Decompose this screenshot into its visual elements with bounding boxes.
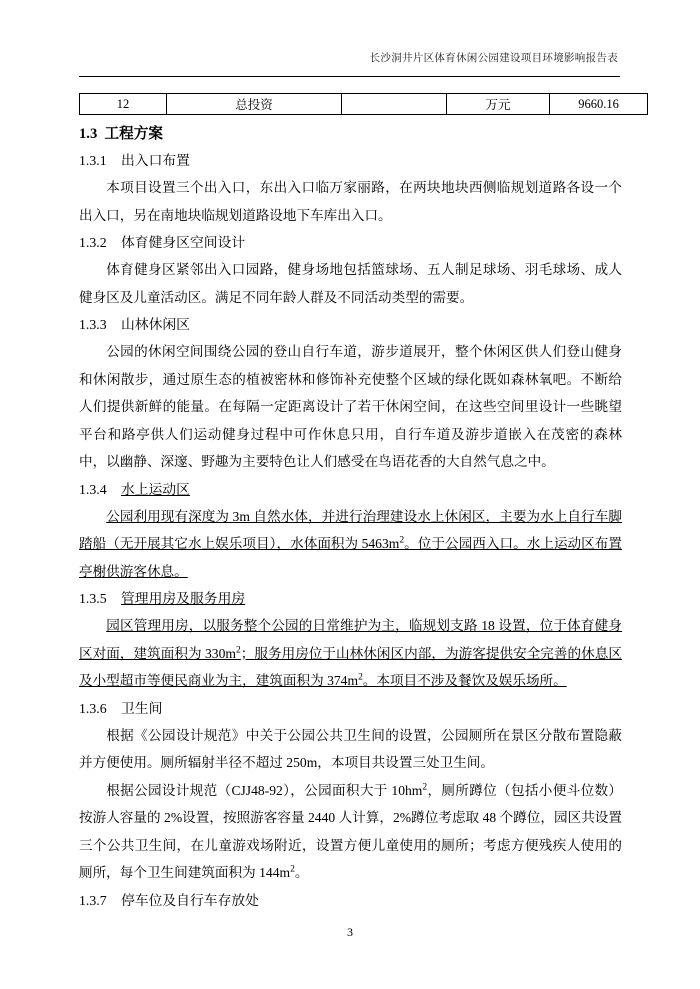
subsection-number: 1.3.2 xyxy=(79,235,107,250)
section-heading-1-3-7 xyxy=(79,887,622,914)
section-heading-1-3 xyxy=(79,121,622,147)
paragraph-1-3-6 xyxy=(79,722,622,887)
paragraph-part-a: 园区管理用房，以服务整个公园的日常维护为主，临规划支路 18 设置，位于体育健身区对面，建筑面积为 330m xyxy=(79,618,622,661)
section-heading-1-3-6 xyxy=(79,695,622,722)
investment-table xyxy=(79,93,648,115)
paragraph-text xyxy=(79,777,622,887)
subsection-title: 水上运动区 xyxy=(121,481,190,497)
section-heading-1-3-5 xyxy=(79,585,622,612)
running-header-text: 长沙洞井片区体育休闲公园建设项目环境影响报告表 xyxy=(369,53,618,64)
paragraph-part-b: 。位于公园西入口。水上运动区布置亭榭供游客休息。 xyxy=(79,536,623,579)
section-heading-1-3-4 xyxy=(79,476,622,503)
paragraph-1-3-2 xyxy=(79,256,622,311)
paragraph-part-b: ，厕所蹲位（包括小便斗位数）按游人容量的 2%设置，按照游客容量 2440 人计算，2%蹲位考虑取 48 个蹲位，园区共设置三个公共卫生间，在儿童游戏场附近，设置方便儿童使用的厕所；考虑方便残疾人使用的厕所，每个卫生间建筑面积为 144m xyxy=(79,782,622,880)
subsection-number: 1.3.1 xyxy=(79,153,107,168)
paragraph-part-a: 公园利用现有深度为 3m 自然水体，并进行治理建设水上休闲区，主要为水上自行车脚踏船（无开展其它水上娱乐项目），水体面积为 5463m xyxy=(79,508,622,551)
paragraph-text: 根据《公园设计规范》中关于公园公共卫生间的设置，公园厕所在景区分散布置隐蔽并方便使用。厕所辐射半径不超过 250m，本项目共设置三处卫生间。 xyxy=(79,727,622,770)
paragraph-text xyxy=(79,503,622,586)
section-heading-1-3-3 xyxy=(79,311,622,338)
section-number: 1.3 xyxy=(79,126,98,142)
paragraph-1-3-3 xyxy=(79,338,622,476)
superscript-unit: 2 xyxy=(422,781,428,792)
subsection-title: 卫生间 xyxy=(121,700,163,716)
table-cell-blank xyxy=(342,94,447,115)
subsection-number: 1.3.6 xyxy=(79,700,107,716)
table-row xyxy=(80,94,648,115)
paragraph-1-3-1 xyxy=(79,174,622,229)
paragraph-text xyxy=(79,612,622,695)
paragraph-text: 本项目设置三个出入口，东出入口临万家丽路，在两块地块西侧临规划道路各设一个出入口，另在南地块临规划道路设地下车库出入口。 xyxy=(79,180,622,223)
subsection-title: 停车位及自行车存放处 xyxy=(121,892,259,908)
subsection-title: 管理用房及服务用房 xyxy=(121,591,246,606)
subsection-number: 1.3.7 xyxy=(79,892,107,908)
table-cell-value: 9660.16 xyxy=(550,94,648,115)
subsection-number: 1.3.3 xyxy=(79,317,107,332)
superscript-unit: 2 xyxy=(358,672,363,683)
subsection-number: 1.3.4 xyxy=(79,481,107,497)
superscript-unit: 2 xyxy=(235,644,241,655)
page-content xyxy=(79,93,622,914)
paragraph-part-c: 。本项目不涉及餐饮及娱乐场所。 xyxy=(362,673,567,688)
header-divider xyxy=(79,76,620,77)
section-title: 工程方案 xyxy=(104,126,163,142)
section-heading-1-3-2 xyxy=(79,229,622,256)
table-cell-unit: 万元 xyxy=(447,94,550,115)
subsection-title: 山林休闲区 xyxy=(121,317,190,332)
page-number: 3 xyxy=(347,925,353,939)
superscript-unit: 2 xyxy=(290,864,295,875)
subsection-title: 体育健身区空间设计 xyxy=(121,235,246,250)
subsection-title: 出入口布置 xyxy=(121,153,190,168)
paragraph-part-b: ；服务用房位于山林休闲区内部，为游客提供安全完善的休息区及小型超市等便民商业为主，建筑面积为 374m xyxy=(79,645,622,688)
table-cell-index: 12 xyxy=(80,94,167,115)
paragraph-1-3-5 xyxy=(79,612,622,695)
table-cell-item: 总投资 xyxy=(167,94,342,115)
paragraph-1-3-4 xyxy=(79,503,622,586)
running-header xyxy=(0,50,700,65)
paragraph-part-c: 。 xyxy=(294,865,309,880)
paragraph-text: 体育健身区紧邻出入口园路，健身场地包括篮球场、五人制足球场、羽毛球场、成人健身区及儿童活动区。满足不同年龄人群及不同活动类型的需要。 xyxy=(79,262,622,305)
subsection-number: 1.3.5 xyxy=(79,591,107,606)
paragraph-text: 公园的休闲空间围绕公园的登山自行车道，游步道展开，整个休闲区供人们登山健身和休闲散步，通过原生态的植被密林和修饰补充使整个区域的绿化既如森林氧吧。不断给人们提供新鲜的能量。在每隔一定距离设计了若干休闲空间，在这些空间里设计一些眺望平台和路亭供人们运动健身过程中可作休息只用，自行车道及游步道嵌入在茂密的森林中，以幽静、深邃、野趣为主要特色让人们感受在鸟语花香的大自然气息之中。 xyxy=(79,344,622,469)
superscript-unit: 2 xyxy=(399,535,405,546)
section-heading-1-3-1 xyxy=(79,147,622,174)
paragraph-part-a: 根据公园设计规范（CJJ48-92），公园面积大于 10hm xyxy=(106,782,423,798)
